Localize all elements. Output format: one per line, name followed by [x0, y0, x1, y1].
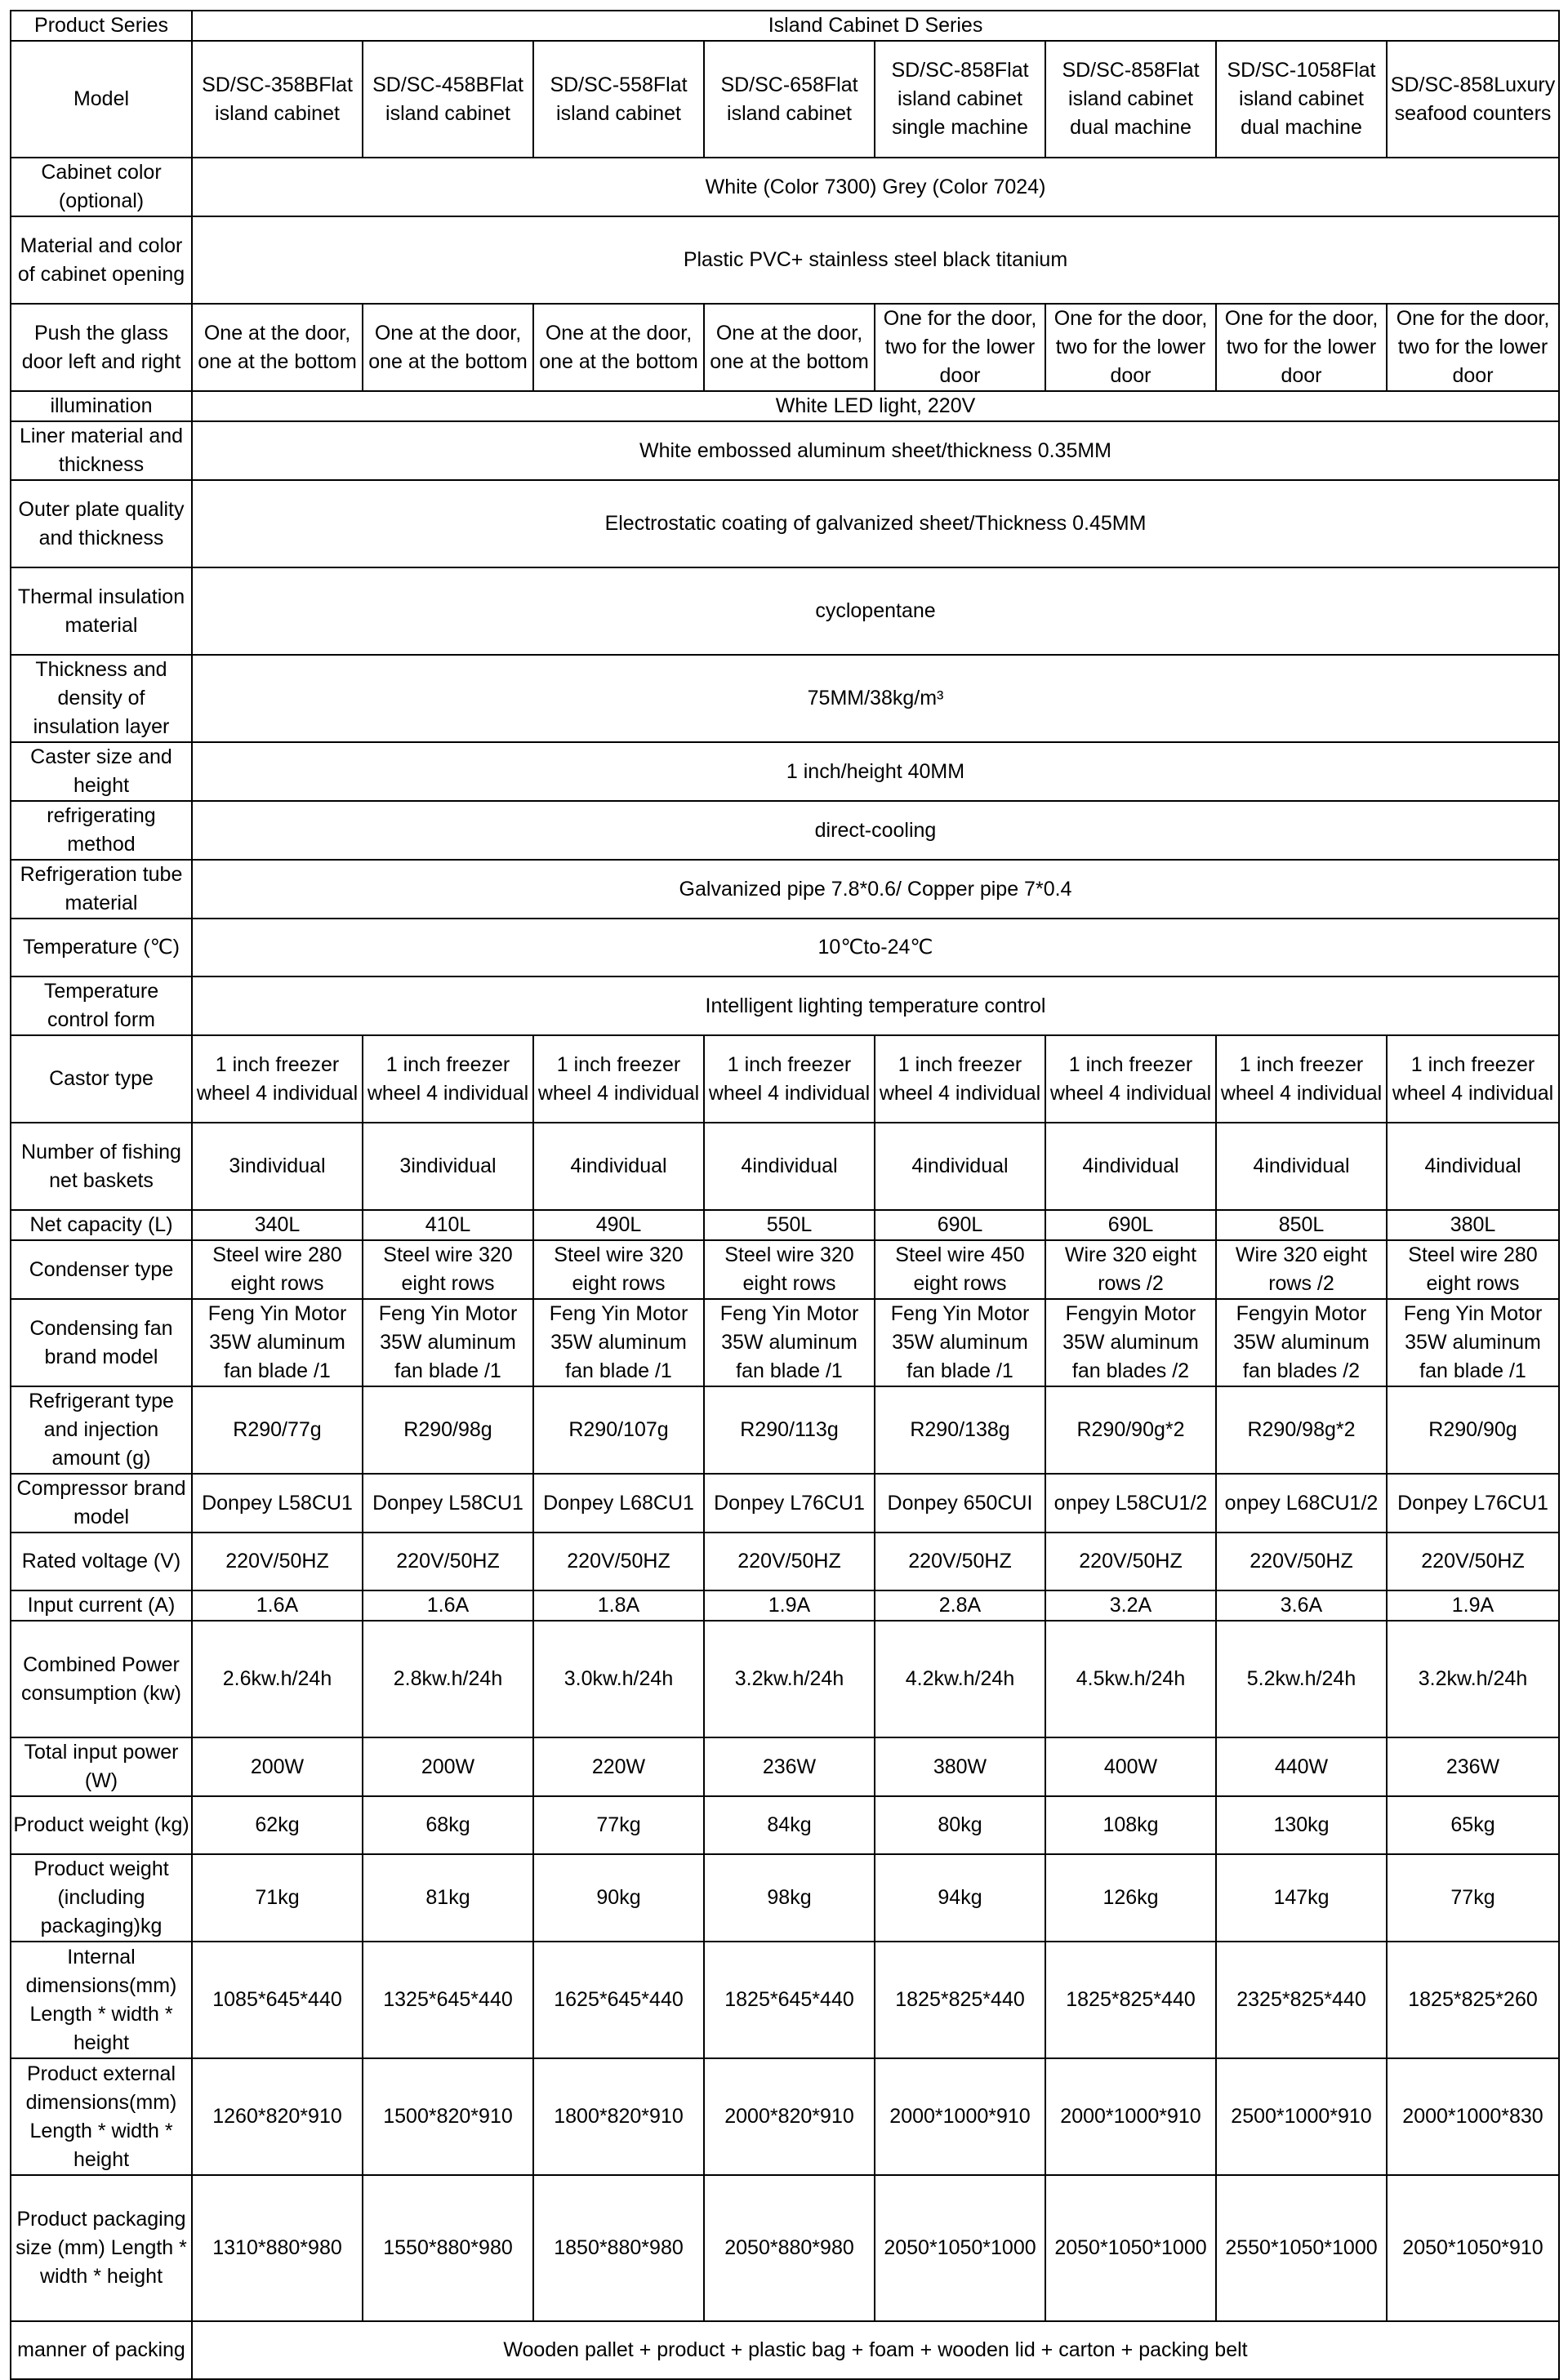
- spec-label: Refrigeration tube material: [11, 860, 192, 919]
- spec-value: 340L: [192, 1210, 363, 1240]
- spec-value: 410L: [363, 1210, 533, 1240]
- model-cell: SD/SC-558Flat island cabinet: [533, 41, 704, 158]
- spec-label: Net capacity (L): [11, 1210, 192, 1240]
- spec-value: 1325*645*440: [363, 1942, 533, 2058]
- spec-value: 68kg: [363, 1796, 533, 1854]
- spec-value: 94kg: [875, 1854, 1045, 1942]
- spec-value: 490L: [533, 1210, 704, 1240]
- spec-value-merged: Electrostatic coating of galvanized sheet/Thickness 0.45MM: [192, 480, 1559, 567]
- spec-value: 1 inch freezer wheel 4 individual: [363, 1035, 533, 1123]
- spec-value: Donpey L76CU1: [1387, 1474, 1559, 1533]
- spec-value: 98kg: [704, 1854, 875, 1942]
- spec-value-merged: 10℃to-24℃: [192, 919, 1559, 976]
- spec-label: Product weight (including packaging)kg: [11, 1854, 192, 1942]
- spec-label: Internal dimensions(mm) Length * width * height: [11, 1942, 192, 2058]
- spec-row: [11, 1035, 1559, 1123]
- spec-value: 3.2kw.h/24h: [704, 1621, 875, 1737]
- spec-value: Steel wire 450 eight rows: [875, 1240, 1045, 1299]
- spec-value: 1 inch freezer wheel 4 individual: [1216, 1035, 1387, 1123]
- spec-row: [11, 1210, 1559, 1240]
- spec-value: 220V/50HZ: [363, 1533, 533, 1590]
- spec-value: 1825*825*440: [875, 1942, 1045, 2058]
- spec-value: 220V/50HZ: [192, 1533, 363, 1590]
- spec-value: 2050*1050*910: [1387, 2175, 1559, 2321]
- spec-value: One for the door, two for the lower door: [1045, 304, 1216, 391]
- spec-value: Donpey L76CU1: [704, 1474, 875, 1533]
- spec-label: Product weight (kg): [11, 1796, 192, 1854]
- spec-value: One at the door, one at the bottom: [533, 304, 704, 391]
- spec-label: Condensing fan brand model: [11, 1299, 192, 1386]
- spec-row: [11, 567, 1559, 655]
- spec-value: 4.5kw.h/24h: [1045, 1621, 1216, 1737]
- spec-value-merged: White LED light, 220V: [192, 391, 1559, 421]
- spec-value: 2000*820*910: [704, 2058, 875, 2175]
- spec-value: 1550*880*980: [363, 2175, 533, 2321]
- spec-row: [11, 1123, 1559, 1210]
- spec-value: 1 inch freezer wheel 4 individual: [875, 1035, 1045, 1123]
- spec-label: refrigerating method: [11, 801, 192, 860]
- spec-value: Fengyin Motor 35W aluminum fan blades /2: [1045, 1299, 1216, 1386]
- spec-value: 220V/50HZ: [1387, 1533, 1559, 1590]
- spec-value: 220V/50HZ: [704, 1533, 875, 1590]
- spec-value: 77kg: [533, 1796, 704, 1854]
- spec-row: [11, 1386, 1559, 1474]
- spec-value: 81kg: [363, 1854, 533, 1942]
- spec-value: 4individual: [1216, 1123, 1387, 1210]
- model-cell: SD/SC-1058Flat island cabinet dual machine: [1216, 41, 1387, 158]
- spec-value: 2000*1000*830: [1387, 2058, 1559, 2175]
- spec-value: 3.6A: [1216, 1590, 1387, 1621]
- model-cell: SD/SC-658Flat island cabinet: [704, 41, 875, 158]
- spec-label: Temperature (℃): [11, 919, 192, 976]
- spec-value: One at the door, one at the bottom: [192, 304, 363, 391]
- spec-value: 90kg: [533, 1854, 704, 1942]
- spec-label: Input current (A): [11, 1590, 192, 1621]
- spec-value: Feng Yin Motor 35W aluminum fan blade /1: [704, 1299, 875, 1386]
- spec-value: One at the door, one at the bottom: [704, 304, 875, 391]
- spec-value: 1800*820*910: [533, 2058, 704, 2175]
- spec-label: Thickness and density of insulation layer: [11, 655, 192, 742]
- spec-value: 2500*1000*910: [1216, 2058, 1387, 2175]
- spec-value: 236W: [704, 1737, 875, 1796]
- spec-value: 1 inch freezer wheel 4 individual: [1045, 1035, 1216, 1123]
- spec-value: Donpey L58CU1: [192, 1474, 363, 1533]
- spec-value: One at the door, one at the bottom: [363, 304, 533, 391]
- spec-table: [10, 10, 1560, 2380]
- spec-value: 2050*880*980: [704, 2175, 875, 2321]
- spec-value: onpey L68CU1/2: [1216, 1474, 1387, 1533]
- spec-label: Temperature control form: [11, 976, 192, 1035]
- model-cell: SD/SC-358BFlat island cabinet: [192, 41, 363, 158]
- spec-value-merged: 1 inch/height 40MM: [192, 742, 1559, 801]
- spec-value-merged: cyclopentane: [192, 567, 1559, 655]
- spec-value: 2.8A: [875, 1590, 1045, 1621]
- spec-value: 1625*645*440: [533, 1942, 704, 2058]
- spec-value-merged: Wooden pallet + product + plastic bag + foam + wooden lid + carton + packing belt: [192, 2321, 1559, 2379]
- spec-value: 690L: [875, 1210, 1045, 1240]
- series-row: [11, 11, 1559, 41]
- spec-value: 4individual: [875, 1123, 1045, 1210]
- spec-value: 4.2kw.h/24h: [875, 1621, 1045, 1737]
- spec-value: 1.9A: [704, 1590, 875, 1621]
- spec-value: 126kg: [1045, 1854, 1216, 1942]
- spec-label: Condenser type: [11, 1240, 192, 1299]
- spec-value: 3.0kw.h/24h: [533, 1621, 704, 1737]
- spec-row: [11, 421, 1559, 480]
- spec-value: Steel wire 320 eight rows: [363, 1240, 533, 1299]
- spec-value: R290/113g: [704, 1386, 875, 1474]
- spec-label: Cabinet color (optional): [11, 158, 192, 216]
- spec-value-merged: Intelligent lighting temperature control: [192, 976, 1559, 1035]
- spec-value: Wire 320 eight rows /2: [1216, 1240, 1387, 1299]
- spec-label: Number of fishing net baskets: [11, 1123, 192, 1210]
- spec-row: [11, 391, 1559, 421]
- spec-value: 440W: [1216, 1737, 1387, 1796]
- spec-value: One for the door, two for the lower door: [1216, 304, 1387, 391]
- spec-value: 65kg: [1387, 1796, 1559, 1854]
- spec-value-merged: direct-cooling: [192, 801, 1559, 860]
- spec-value: 220V/50HZ: [875, 1533, 1045, 1590]
- spec-value: Feng Yin Motor 35W aluminum fan blade /1: [192, 1299, 363, 1386]
- spec-value: R290/90g: [1387, 1386, 1559, 1474]
- spec-value: One for the door, two for the lower door: [1387, 304, 1559, 391]
- spec-value: R290/90g*2: [1045, 1386, 1216, 1474]
- spec-value: 220V/50HZ: [1045, 1533, 1216, 1590]
- spec-value: 380L: [1387, 1210, 1559, 1240]
- spec-row: [11, 1240, 1559, 1299]
- spec-value: 690L: [1045, 1210, 1216, 1240]
- spec-value: 80kg: [875, 1796, 1045, 1854]
- spec-value: 2.6kw.h/24h: [192, 1621, 363, 1737]
- spec-row: [11, 1299, 1559, 1386]
- spec-value: 1825*645*440: [704, 1942, 875, 2058]
- spec-label: Refrigerant type and injection amount (g): [11, 1386, 192, 1474]
- spec-value: 3.2kw.h/24h: [1387, 1621, 1559, 1737]
- spec-row: [11, 304, 1559, 391]
- spec-value: 3individual: [363, 1123, 533, 1210]
- spec-value: 2000*1000*910: [875, 2058, 1045, 2175]
- spec-table-body: [11, 11, 1559, 2379]
- spec-label: Outer plate quality and thickness: [11, 480, 192, 567]
- spec-label: illumination: [11, 391, 192, 421]
- spec-value-merged: White embossed aluminum sheet/thickness 0.35MM: [192, 421, 1559, 480]
- spec-value-merged: White (Color 7300) Grey (Color 7024): [192, 158, 1559, 216]
- spec-value: 1 inch freezer wheel 4 individual: [533, 1035, 704, 1123]
- spec-row: [11, 860, 1559, 919]
- spec-value: 5.2kw.h/24h: [1216, 1621, 1387, 1737]
- spec-value: Feng Yin Motor 35W aluminum fan blade /1: [1387, 1299, 1559, 1386]
- spec-value: R290/107g: [533, 1386, 704, 1474]
- spec-value: Feng Yin Motor 35W aluminum fan blade /1: [363, 1299, 533, 1386]
- spec-value: Donpey L68CU1: [533, 1474, 704, 1533]
- spec-value: 220V/50HZ: [533, 1533, 704, 1590]
- model-cell: SD/SC-858Flat island cabinet single machine: [875, 41, 1045, 158]
- spec-value: 147kg: [1216, 1854, 1387, 1942]
- spec-row: [11, 742, 1559, 801]
- spec-value: Donpey 650CUI: [875, 1474, 1045, 1533]
- spec-value: 130kg: [1216, 1796, 1387, 1854]
- spec-value: 2325*825*440: [1216, 1942, 1387, 2058]
- spec-row: [11, 1796, 1559, 1854]
- spec-value: 1 inch freezer wheel 4 individual: [192, 1035, 363, 1123]
- spec-value: 4individual: [533, 1123, 704, 1210]
- spec-value: 2050*1050*1000: [875, 2175, 1045, 2321]
- spec-label: Liner material and thickness: [11, 421, 192, 480]
- spec-value: 1.6A: [192, 1590, 363, 1621]
- spec-value: R290/138g: [875, 1386, 1045, 1474]
- spec-value: 77kg: [1387, 1854, 1559, 1942]
- spec-value: Feng Yin Motor 35W aluminum fan blade /1: [533, 1299, 704, 1386]
- spec-label: Combined Power consumption (kw): [11, 1621, 192, 1737]
- spec-value: 62kg: [192, 1796, 363, 1854]
- spec-value: 220W: [533, 1737, 704, 1796]
- spec-value: 2.8kw.h/24h: [363, 1621, 533, 1737]
- spec-label: Castor type: [11, 1035, 192, 1123]
- spec-row: [11, 1533, 1559, 1590]
- spec-value: 236W: [1387, 1737, 1559, 1796]
- spec-value: 1085*645*440: [192, 1942, 363, 2058]
- spec-label: Rated voltage (V): [11, 1533, 192, 1590]
- spec-value: Feng Yin Motor 35W aluminum fan blade /1: [875, 1299, 1045, 1386]
- series-name: Island Cabinet D Series: [192, 11, 1559, 41]
- spec-row: [11, 1474, 1559, 1533]
- spec-value: 71kg: [192, 1854, 363, 1942]
- spec-value: 2000*1000*910: [1045, 2058, 1216, 2175]
- spec-value: One for the door, two for the lower door: [875, 304, 1045, 391]
- spec-value: 4individual: [704, 1123, 875, 1210]
- spec-value: 1310*880*980: [192, 2175, 363, 2321]
- spec-value: Steel wire 280 eight rows: [1387, 1240, 1559, 1299]
- spec-value: Wire 320 eight rows /2: [1045, 1240, 1216, 1299]
- spec-row: [11, 1590, 1559, 1621]
- spec-value-merged: Plastic PVC+ stainless steel black titanium: [192, 216, 1559, 304]
- spec-row: [11, 655, 1559, 742]
- spec-row: [11, 1854, 1559, 1942]
- spec-label: Push the glass door left and right: [11, 304, 192, 391]
- spec-row: [11, 1942, 1559, 2058]
- spec-row: [11, 2058, 1559, 2175]
- spec-row: [11, 801, 1559, 860]
- spec-value: R290/77g: [192, 1386, 363, 1474]
- spec-row: [11, 1621, 1559, 1737]
- spec-value: 1 inch freezer wheel 4 individual: [1387, 1035, 1559, 1123]
- spec-value: Steel wire 320 eight rows: [704, 1240, 875, 1299]
- spec-value: 550L: [704, 1210, 875, 1240]
- series-label: Product Series: [11, 11, 192, 41]
- spec-label: Caster size and height: [11, 742, 192, 801]
- spec-row: [11, 158, 1559, 216]
- spec-value: 1850*880*980: [533, 2175, 704, 2321]
- spec-row: [11, 216, 1559, 304]
- spec-value: R290/98g*2: [1216, 1386, 1387, 1474]
- spec-row: [11, 2321, 1559, 2379]
- model-cell: SD/SC-458BFlat island cabinet: [363, 41, 533, 158]
- spec-value: 200W: [192, 1737, 363, 1796]
- spec-row: [11, 480, 1559, 567]
- spec-value: 2550*1050*1000: [1216, 2175, 1387, 2321]
- spec-value: 1.8A: [533, 1590, 704, 1621]
- spec-value: 380W: [875, 1737, 1045, 1796]
- spec-value: R290/98g: [363, 1386, 533, 1474]
- spec-value: 1.6A: [363, 1590, 533, 1621]
- spec-value: 4individual: [1387, 1123, 1559, 1210]
- spec-label: Total input power (W): [11, 1737, 192, 1796]
- spec-label: manner of packing: [11, 2321, 192, 2379]
- spec-value-merged: 75MM/38kg/m³: [192, 655, 1559, 742]
- spec-label: Compressor brand model: [11, 1474, 192, 1533]
- spec-value: Steel wire 280 eight rows: [192, 1240, 363, 1299]
- spec-value: onpey L58CU1/2: [1045, 1474, 1216, 1533]
- spec-value-merged: Galvanized pipe 7.8*0.6/ Copper pipe 7*0.4: [192, 860, 1559, 919]
- spec-row: [11, 1737, 1559, 1796]
- spec-value: 1825*825*260: [1387, 1942, 1559, 2058]
- spec-value: 850L: [1216, 1210, 1387, 1240]
- spec-value: 108kg: [1045, 1796, 1216, 1854]
- spec-value: 3.2A: [1045, 1590, 1216, 1621]
- spec-label: Product packaging size (mm) Length * width * height: [11, 2175, 192, 2321]
- spec-label: Thermal insulation material: [11, 567, 192, 655]
- spec-value: 3individual: [192, 1123, 363, 1210]
- spec-value: 400W: [1045, 1737, 1216, 1796]
- spec-row: [11, 2175, 1559, 2321]
- spec-value: 1260*820*910: [192, 2058, 363, 2175]
- spec-value: 200W: [363, 1737, 533, 1796]
- spec-label: Product external dimensions(mm) Length * width * height: [11, 2058, 192, 2175]
- spec-value: 4individual: [1045, 1123, 1216, 1210]
- spec-value: 2050*1050*1000: [1045, 2175, 1216, 2321]
- spec-row: [11, 976, 1559, 1035]
- spec-value: 1.9A: [1387, 1590, 1559, 1621]
- spec-value: 84kg: [704, 1796, 875, 1854]
- model-row: [11, 41, 1559, 158]
- model-cell: SD/SC-858Luxury seafood counters: [1387, 41, 1559, 158]
- model-cell: SD/SC-858Flat island cabinet dual machine: [1045, 41, 1216, 158]
- spec-row: [11, 919, 1559, 976]
- spec-value: Donpey L58CU1: [363, 1474, 533, 1533]
- spec-value: Fengyin Motor 35W aluminum fan blades /2: [1216, 1299, 1387, 1386]
- spec-value: 1 inch freezer wheel 4 individual: [704, 1035, 875, 1123]
- spec-value: 1500*820*910: [363, 2058, 533, 2175]
- spec-value: 1825*825*440: [1045, 1942, 1216, 2058]
- spec-value: Steel wire 320 eight rows: [533, 1240, 704, 1299]
- model-label: Model: [11, 41, 192, 158]
- spec-label: Material and color of cabinet opening: [11, 216, 192, 304]
- spec-value: 220V/50HZ: [1216, 1533, 1387, 1590]
